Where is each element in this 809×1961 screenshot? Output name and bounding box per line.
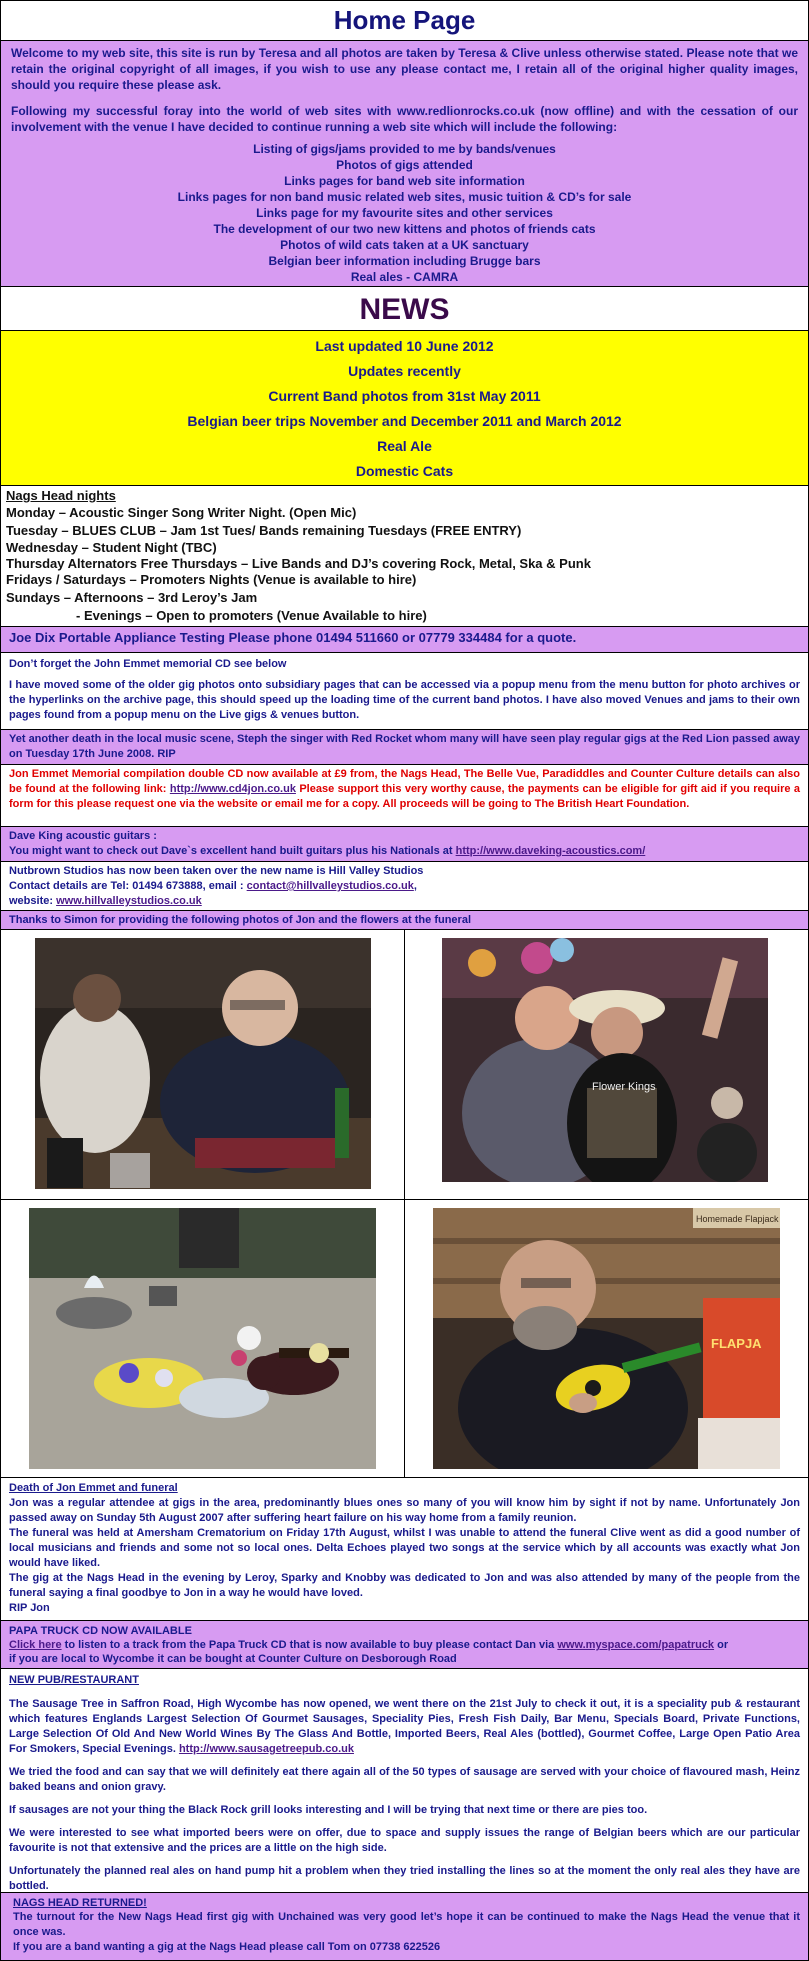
photo-funeral-flowers bbox=[29, 1208, 376, 1469]
nags-wednesday: Wednesday – Student Night (TBC) bbox=[6, 540, 217, 555]
photo-jon-seated bbox=[35, 938, 371, 1189]
cd-note bbox=[1, 653, 808, 730]
nags-heading: Nags Head nights bbox=[6, 488, 116, 503]
photo-sign-text: Homemade Flapjack bbox=[696, 1214, 779, 1224]
steph-notice bbox=[1, 730, 808, 765]
shirt-print: Flower Kings bbox=[592, 1081, 656, 1093]
photo-banner-text: FLAPJA bbox=[711, 1336, 762, 1351]
pub-heading: NEW PUB/RESTAURANT bbox=[9, 1674, 139, 1686]
dave-king-notice bbox=[1, 827, 808, 862]
photo-jon-ukulele bbox=[433, 1208, 780, 1469]
pub-paragraph: If sausages are not your thing the Black Rock grill looks interesting and I will be trying that next time or there are pies too. bbox=[9, 1804, 648, 1816]
pub-text: The Sausage Tree in Saffron Road, High Wycombe has now opened, we went there on the 21st July to check it out, it is a speciality pub & restaurant which features Englands Largest Selection Of Gourmet Sausages, Speciality Pies, Fresh Fish Daily, Bar Menu, Specials Board, Private Functions, Large Selection Of Old And New World Wines By The Glass And Bottle, Imported Beers, Real Ales (bottled), Gourmet Coffee, Large Open Patio Area For Smokers, Special Evenings. bbox=[9, 1698, 800, 1755]
papa-text: to listen to a track from the Papa Truck CD that is now available to buy please contact Dan via bbox=[61, 1639, 558, 1651]
list-item: Photos of gigs attended bbox=[336, 158, 473, 172]
list-item: Belgian beer information including Brugge bars bbox=[268, 254, 541, 268]
sausagetree-link[interactable]: http://www.sausagetreepub.co.uk bbox=[178, 1743, 354, 1755]
hillvalley-site-link[interactable]: www.hillvalleystudios.co.uk bbox=[56, 895, 202, 907]
papa-text-or: or bbox=[714, 1639, 729, 1651]
photo-cell bbox=[405, 930, 808, 1199]
list-item: Links page for my favourite sites and other services bbox=[256, 206, 553, 220]
steph-text: Yet another death in the local music scene, Steph the singer with Red Rocket whom many will have seen play regular gigs at the Red Lion passed away on Tuesday 17th June 2008. RIP bbox=[9, 733, 800, 760]
news-title: NEWS bbox=[359, 293, 450, 326]
news-updates bbox=[1, 331, 808, 486]
nutbrown-contact: Contact details are Tel: 01494 673888, email : bbox=[9, 880, 247, 892]
papa-line bbox=[9, 1638, 800, 1652]
death-paragraph: The funeral was held at Amersham Crematorium on Friday 17th August, whilst I was unable to attend the funeral Clive went as did a good number of local musicians and friends and some not so local ones. Delta Echoes played two songs at the service which by all accounts was exactly what Jon would have liked. bbox=[9, 1527, 800, 1569]
nutbrown-comma: , bbox=[413, 880, 417, 892]
intro-paragraph: Welcome to my web site, this site is run by Teresa and all photos are taken by Teresa & Clive unless otherwise stated. Please note that we retain the original copyright of all images, if you wish to use any please contact me, I retain all of the original higher quality images, should you require these please ask. bbox=[11, 46, 798, 92]
nags-monday: Monday – Acoustic Singer Song Writer Night. (Open Mic) bbox=[6, 505, 357, 520]
photo-cell bbox=[1, 930, 405, 1199]
intro-list bbox=[11, 141, 798, 285]
new-pub-notice bbox=[1, 1669, 808, 1893]
returned-paragraph: If you are a band wanting a gig at the Nags Head please call Tom on 07738 622526 bbox=[13, 1941, 441, 1953]
list-item: Photos of wild cats taken at a UK sanctuary bbox=[280, 238, 529, 252]
papatruck-myspace-link[interactable]: www.myspace.com/papatruck bbox=[557, 1639, 715, 1651]
nutbrown-line-2 bbox=[9, 879, 800, 894]
hillvalley-email-link[interactable]: contact@hillvalleystudios.co.uk bbox=[246, 880, 414, 892]
nutbrown-notice bbox=[1, 862, 808, 911]
list-item: Links pages for band web site information bbox=[284, 174, 525, 188]
death-paragraph: Jon was a regular attendee at gigs in the area, predominantly blues ones so many of you will know him by sight if not by name. Unfortunately Jon passed away on Sunday 5th August 2007 after suffering heart failure on his way home from a family reunion. bbox=[9, 1497, 800, 1524]
pub-paragraph: We tried the food and can say that we will definitely eat there again all of the 50 types of sausage are served with your choice of flavoured mash, Heinz baked beans and onion gravy. bbox=[9, 1766, 800, 1793]
photo-cell bbox=[1, 1200, 405, 1477]
memorial-text-1: Jon Emmet Memorial compilation double CD now available at £9 from, the Nags Head, The Belle Vue, Paradiddles and Counter Culture details can also be found at the following link: bbox=[9, 768, 800, 795]
nags-friday: Fridays / Saturdays – Promoters Nights (Venue is available to hire) bbox=[6, 572, 417, 587]
photo-row-2 bbox=[1, 1200, 808, 1478]
pub-paragraph: Unfortunately the planned real ales on hand pump hit a problem when they tried installing the lines so at the moment the only real ales they have are bottled. bbox=[9, 1865, 800, 1892]
nags-sunday: Sundays – Afternoons – 3rd Leroy’s Jam bbox=[6, 590, 258, 605]
photo-row-1 bbox=[1, 930, 808, 1200]
nutbrown-line-1: Nutbrown Studios has now been taken over the new name is Hill Valley Studios bbox=[9, 865, 424, 877]
header bbox=[1, 1, 808, 41]
cd-note-paragraph: I have moved some of the older gig photos onto subsidiary pages that can be accessed via a popup menu from the menu button for photo archives or the hyperlinks on the archive page, this should speed up the loading time of the current band photos. I have also moved Venues and jams to their own pages found from a popup menu on the Live gigs & venues button. bbox=[9, 679, 800, 721]
news-header bbox=[1, 287, 808, 331]
nags-returned-notice bbox=[1, 1893, 808, 1961]
thanks-text: Thanks to Simon for providing the following photos of Jon and the flowers at the funeral bbox=[9, 914, 471, 926]
pub-paragraph: We were interested to see what imported beers were on offer, due to space and supply issues the range of Belgian beers which are our particular favourite is not that extensive and the prices are a little on the high side. bbox=[9, 1827, 800, 1854]
thanks-notice bbox=[1, 911, 808, 930]
returned-heading: NAGS HEAD RETURNED! bbox=[13, 1897, 147, 1909]
papa-truck-notice bbox=[1, 1621, 808, 1669]
news-update: Belgian beer trips November and December 2011 and March 2012 bbox=[187, 413, 622, 429]
cd4jon-link[interactable]: http://www.cd4jon.co.uk bbox=[169, 783, 296, 795]
news-update: Domestic Cats bbox=[355, 463, 454, 479]
news-update: Updates recently bbox=[348, 363, 461, 379]
page-title: Home Page bbox=[333, 5, 476, 35]
nags-thursday: Thursday Alternators Free Thursdays – Live Bands and DJ’s covering Rock, Metal, Ska & Punk bbox=[6, 556, 591, 571]
photo-cell bbox=[405, 1200, 808, 1477]
pub-paragraph bbox=[9, 1697, 800, 1757]
nutbrown-website-label: website: bbox=[9, 895, 57, 907]
nags-tuesday: Tuesday – BLUES CLUB – Jam 1st Tues/ Bands remaining Tuesdays (FREE ENTRY) bbox=[6, 523, 522, 538]
memorial-text-2: Please support this very worthy cause, the payments can be eligible for gift aid if you require a form for this please request one via the website or email me for a copy. All proceeds will be going to The British Heart Foundation. bbox=[9, 783, 800, 810]
news-update: Last updated 10 June 2012 bbox=[315, 338, 494, 354]
papa-line-2: if you are local to Wycombe it can be bought at Counter Culture on Desborough Road bbox=[9, 1653, 457, 1665]
joe-dix-notice bbox=[1, 627, 808, 653]
death-rip: RIP Jon bbox=[9, 1602, 50, 1614]
dave-text: You might want to check out Dave`s excellent hand built guitars plus his Nationals at bbox=[9, 845, 456, 857]
daveking-link[interactable]: http://www.daveking-acoustics.com/ bbox=[455, 845, 646, 857]
list-item: The development of our two new kittens and photos of friends cats bbox=[213, 222, 596, 236]
dave-line-2 bbox=[9, 844, 800, 859]
papa-heading: PAPA TRUCK CD NOW AVAILABLE bbox=[9, 1625, 192, 1637]
joe-dix-text: Joe Dix Portable Appliance Testing Please phone 01494 511660 or 07779 334484 for a quote. bbox=[9, 630, 577, 645]
click-here-link[interactable]: Click here bbox=[9, 1639, 62, 1651]
intro-paragraph-2: Following my successful foray into the world of web sites with www.redlionrocks.co.uk (now offline) and with the cessation of our involvement with the venue I have decided to continue running a web site which will include the following: bbox=[11, 104, 798, 134]
nags-sunday-evening: - Evenings – Open to promoters (Venue Available to hire) bbox=[76, 608, 427, 623]
nutbrown-line-3 bbox=[9, 894, 800, 909]
dave-line-1: Dave King acoustic guitars : bbox=[9, 830, 157, 842]
news-update: Real Ale bbox=[377, 438, 432, 454]
nags-head-nights bbox=[1, 486, 808, 627]
intro-section bbox=[1, 41, 808, 287]
returned-paragraph: The turnout for the New Nags Head first gig with Unchained was very good let’s hope it can be continued to make the Nags Head the venue that it once was. bbox=[13, 1911, 800, 1938]
cd-note-line: Don’t forget the John Emmet memorial CD see below bbox=[9, 658, 287, 670]
death-heading: Death of Jon Emmet and funeral bbox=[9, 1482, 178, 1494]
death-paragraph: The gig at the Nags Head in the evening by Leroy, Sparky and Knobby was dedicated to Jon and was also attended by many of the people from the funeral saying a final goodbye to Jon in a way he would have loved. bbox=[9, 1572, 800, 1599]
list-item: Links pages for non band music related web sites, music tuition & CD’s for sale bbox=[177, 190, 632, 204]
memorial-text bbox=[9, 767, 800, 812]
photo-jon-friends bbox=[442, 938, 768, 1182]
news-update: Current Band photos from 31st May 2011 bbox=[268, 388, 541, 404]
death-notice bbox=[1, 1478, 808, 1621]
list-item: Real ales - CAMRA bbox=[350, 270, 459, 284]
memorial-cd-notice bbox=[1, 765, 808, 827]
list-item: Listing of gigs/jams provided to me by bands/venues bbox=[253, 142, 556, 156]
